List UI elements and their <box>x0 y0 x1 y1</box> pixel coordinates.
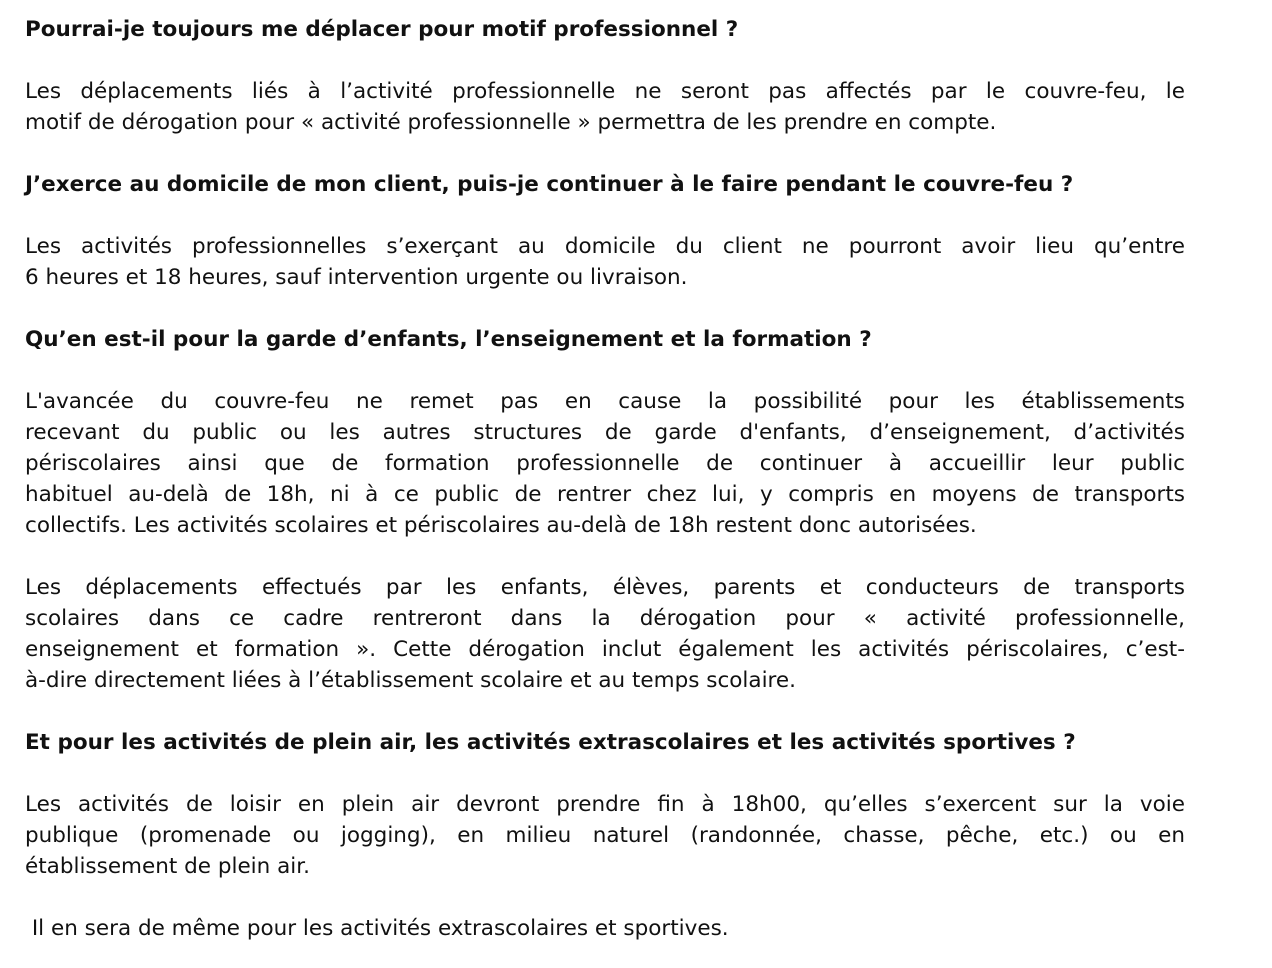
text-line: Les activités de loisir en plein air devront prendre fin à 18h00, qu’elles s’exercent sur la voie <box>25 792 1185 817</box>
text-line-with-cursor[interactable]: Les activités professionnelles s’exerçant au domicile du client ne pourront avoir lieu qu’entre <box>25 234 1185 259</box>
text-line: scolaires dans ce cadre rentreront dans la dérogation pour « activité professionnelle, <box>25 606 1185 631</box>
text-line: publique (promenade ou jogging), en milieu naturel (randonnée, chasse, pêche, etc.) ou en <box>25 823 1185 848</box>
text-line: périscolaires ainsi que de formation professionnelle de continuer à accueillir leur public <box>25 451 1185 476</box>
answer-paragraph <box>25 76 1185 138</box>
text-line: à-dire directement liées à l’établissement scolaire et au temps scolaire. <box>25 668 796 693</box>
text-line: 6 heures et 18 heures, sauf intervention urgente ou livraison. <box>25 265 688 290</box>
text-line: recevant du public ou les autres structures de garde d'enfants, d’enseignement, d’activités <box>25 420 1185 445</box>
question-heading: Et pour les activités de plein air, les activités extrascolaires et les activités sportives ? <box>25 730 1076 755</box>
text-line: établissement de plein air. <box>25 854 310 879</box>
text-line: motif de dérogation pour « activité professionnelle » permettra de les prendre en compte. <box>25 110 997 135</box>
text-line: Il en sera de même pour les activités extrascolaires et sportives. <box>25 916 729 941</box>
answer-paragraph <box>25 386 1185 541</box>
answer-paragraph <box>25 572 1185 696</box>
answer-paragraph <box>25 913 1185 944</box>
answer-paragraph <box>25 231 1185 293</box>
answer-paragraph <box>25 789 1185 882</box>
text-line: habituel au-delà de 18h, ni à ce public de rentrer chez lui, y compris en moyens de transports <box>25 482 1185 507</box>
text-line: Les déplacements liés à l’activité professionnelle ne seront pas affectés par le couvre-feu, le <box>25 79 1185 104</box>
text-line: Les déplacements effectués par les enfants, élèves, parents et conducteurs de transports <box>25 575 1185 600</box>
question-heading: J’exerce au domicile de mon client, puis-je continuer à le faire pendant le couvre-feu ? <box>25 172 1074 197</box>
text-line: collectifs. Les activités scolaires et périscolaires au-delà de 18h restent donc autorisées. <box>25 513 977 538</box>
text-line: L'avancée du couvre-feu ne remet pas en cause la possibilité pour les établissements <box>25 389 1185 414</box>
question-heading: Pourrai-je toujours me déplacer pour motif professionnel ? <box>25 17 739 42</box>
text-line: enseignement et formation ». Cette dérogation inclut également les activités périscolaires, c’est- <box>25 637 1185 662</box>
question-heading: Qu’en est-il pour la garde d’enfants, l’enseignement et la formation ? <box>25 327 872 352</box>
document-body <box>25 14 1185 944</box>
